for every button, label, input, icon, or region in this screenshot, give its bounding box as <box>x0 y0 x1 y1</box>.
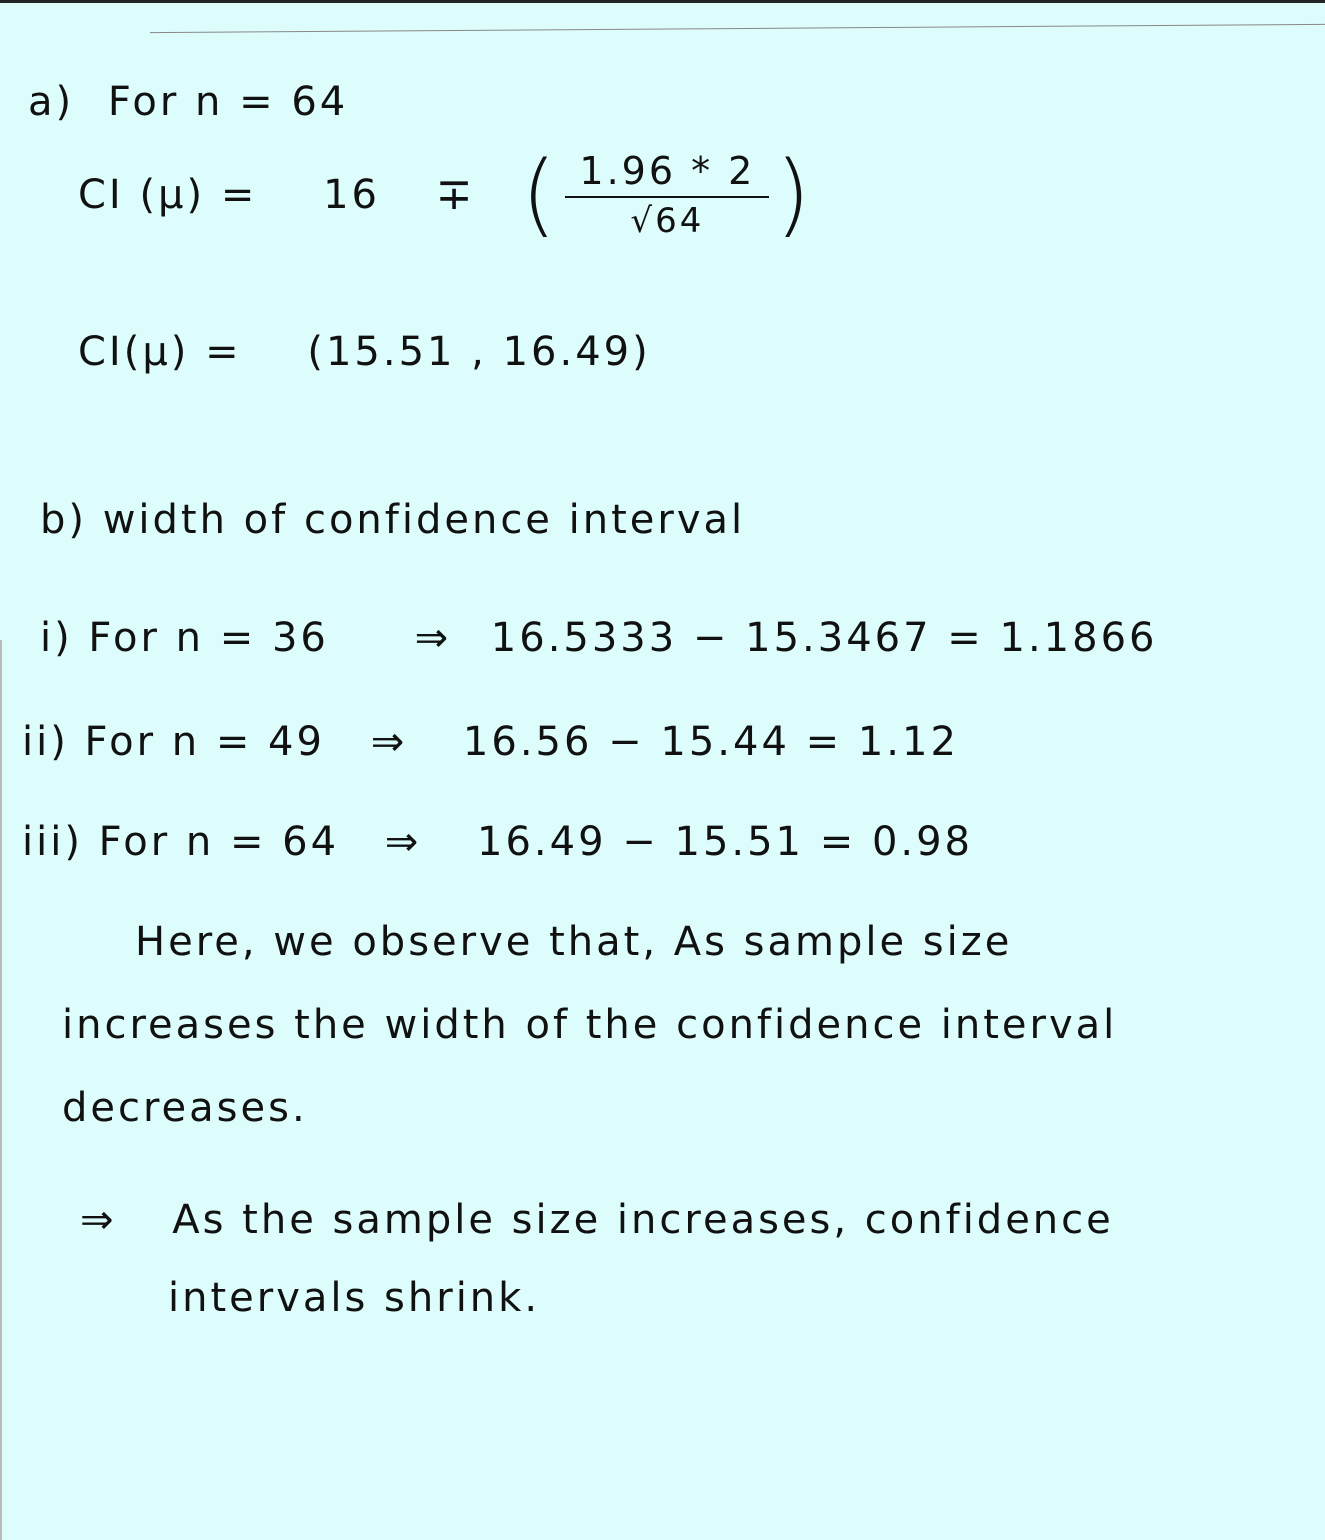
ci-fraction <box>565 149 769 241</box>
width-item-3 <box>22 819 974 865</box>
part-a-heading <box>28 79 349 125</box>
conclusion-line-2: intervals shrink. <box>168 1275 541 1321</box>
ci-formula-lhs: CI (μ) = <box>78 172 258 218</box>
part-a-heading-text: For n = 64 <box>107 79 349 125</box>
observation-line-2: increases the width of the confidence interval <box>62 1002 1118 1048</box>
fraction-numerator: 1.96 * 2 <box>565 152 769 198</box>
implies-arrow-1: ⇒ <box>414 615 452 661</box>
width-item-1-label: i) For n = 36 <box>40 615 329 661</box>
part-a-label: a) <box>28 79 75 125</box>
part-b-heading: b) width of confidence interval <box>40 497 746 543</box>
width-item-2-computation: 16.56 − 15.44 = 1.12 <box>462 719 959 765</box>
observation-line-3: decreases. <box>62 1085 308 1131</box>
conclusion-line-1 <box>80 1197 1114 1243</box>
width-item-1 <box>40 615 1158 661</box>
width-item-2-label: ii) For n = 49 <box>22 719 325 765</box>
page-top-edge <box>0 0 1325 3</box>
width-item-2 <box>22 719 959 765</box>
implies-arrow-3: ⇒ <box>384 819 422 865</box>
conclusion-text-1: As the sample size increases, confidence <box>172 1197 1114 1243</box>
conclusion-arrow: ⇒ <box>80 1197 117 1243</box>
fraction-denominator: √64 <box>630 201 705 241</box>
implies-arrow-2: ⇒ <box>370 719 408 765</box>
width-item-1-computation: 16.5333 − 15.3467 = 1.1866 <box>490 615 1158 661</box>
ci-result <box>78 329 651 375</box>
page-rule-line <box>150 24 1325 33</box>
ci-formula-center: 16 <box>323 172 380 218</box>
plus-minus-sign: ∓ <box>435 169 476 220</box>
page-left-edge <box>0 640 2 1540</box>
width-item-3-computation: 16.49 − 15.51 = 0.98 <box>477 819 974 865</box>
ci-result-value: (15.51 , 16.49) <box>307 329 651 375</box>
left-paren: ( <box>521 142 560 247</box>
width-item-3-label: iii) For n = 64 <box>22 819 340 865</box>
observation-line-1: Here, we observe that, As sample size <box>135 919 1013 965</box>
right-paren: ) <box>775 142 814 247</box>
ci-result-lhs: CI(μ) = <box>78 329 242 375</box>
ci-formula <box>78 142 814 247</box>
